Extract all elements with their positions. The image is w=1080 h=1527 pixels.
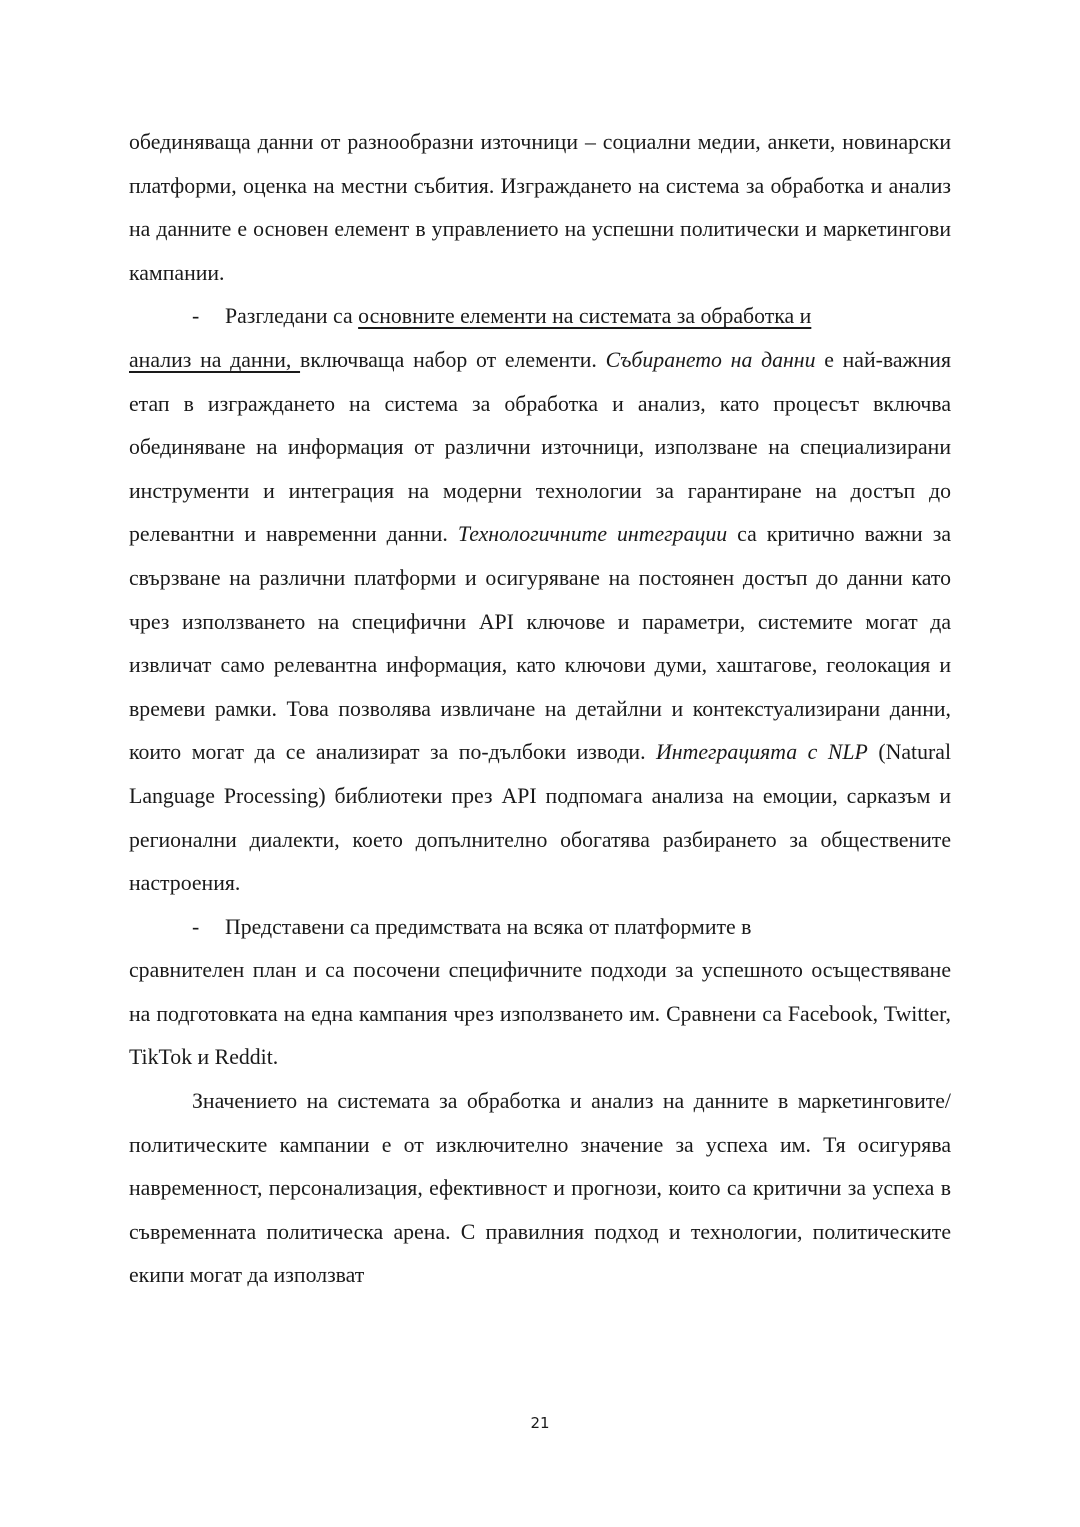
bullet-dash: - [192,304,200,329]
underlined-heading-part-1: основните елементи на системата за обработка и [358,304,812,329]
bullet-platforms [129,906,951,1080]
bullet-text: са критично важни за свързване на различни платформи и осигуряване на постоянен достъп до данни като чрез използването на специфични API ключове и параметри, системите могат да извличат само релевантна информация, като ключови думи, хаштагове, геолокация и времеви рамки. Това позволява извличане на детайлни и контекстуализирани данни, които могат да се анализират за по-дълбоки изводи. [129,522,952,765]
underlined-heading-part-2: анализ на данни, [129,347,301,372]
paragraph-intro: обединяваща данни от разнообразни източници – социални медии, анкети, новинарски платформи, оценка на местни събития. Изграждането на система за обработка и анализ на данните е основен елемент в управлението на успешни политически и маркетингови кампании. [129,130,951,285]
italic-term-nlp: Интеграцията с NLP [656,740,868,765]
italic-term-tech-integrations: Технологичните интеграции [457,522,728,547]
bullet-first-line [129,295,951,339]
bullet-elements [129,295,951,905]
document-body [129,121,951,1298]
bullet-text: включваща набор от елементи. [300,347,606,372]
bullet-text: (Natural Language Processing) библиотеки през API подпомага анализа на емоции, сарказъм и регионални диалекти, което допълнително обогатява разбирането за обществените настроения. [129,740,951,896]
bullet-text: сравнителен план и са посочени специфичните подходи за успешното осъществяване на подготовката на една кампания чрез използването им. Сравнени са Facebook, Twitter, TikTok и Reddit. [129,958,951,1070]
italic-term-data-collection: Събирането на данни [605,347,816,372]
paragraph-conclusion: Значението на системата за обработка и анализ на данните в маркетинговите/политическите кампании е от изключително значение за успеха им. Тя осигурява навременност, персонализация, ефективност и прогнози, които са критични за успеха в съвременната политическа арена. С правилния подход и технологии, политическите екипи могат да използват [129,1089,951,1288]
bullet-lead-text: Представени са предимствата на всяка от платформите в [225,914,752,939]
page-number: 21 [530,1414,550,1432]
bullet-first-line [129,906,951,950]
bullet-lead-text: Разгледани са [225,304,359,329]
bullet-dash: - [192,914,200,939]
bullet-text: е най-важния етап в изграждането на система за обработка и анализ, като процесът включва обединяване на информация от различни източници, използване на специализирани инструменти и интеграция на модерни технологии за гарантиране на достъп до релевантни и навременни данни. [129,347,951,547]
